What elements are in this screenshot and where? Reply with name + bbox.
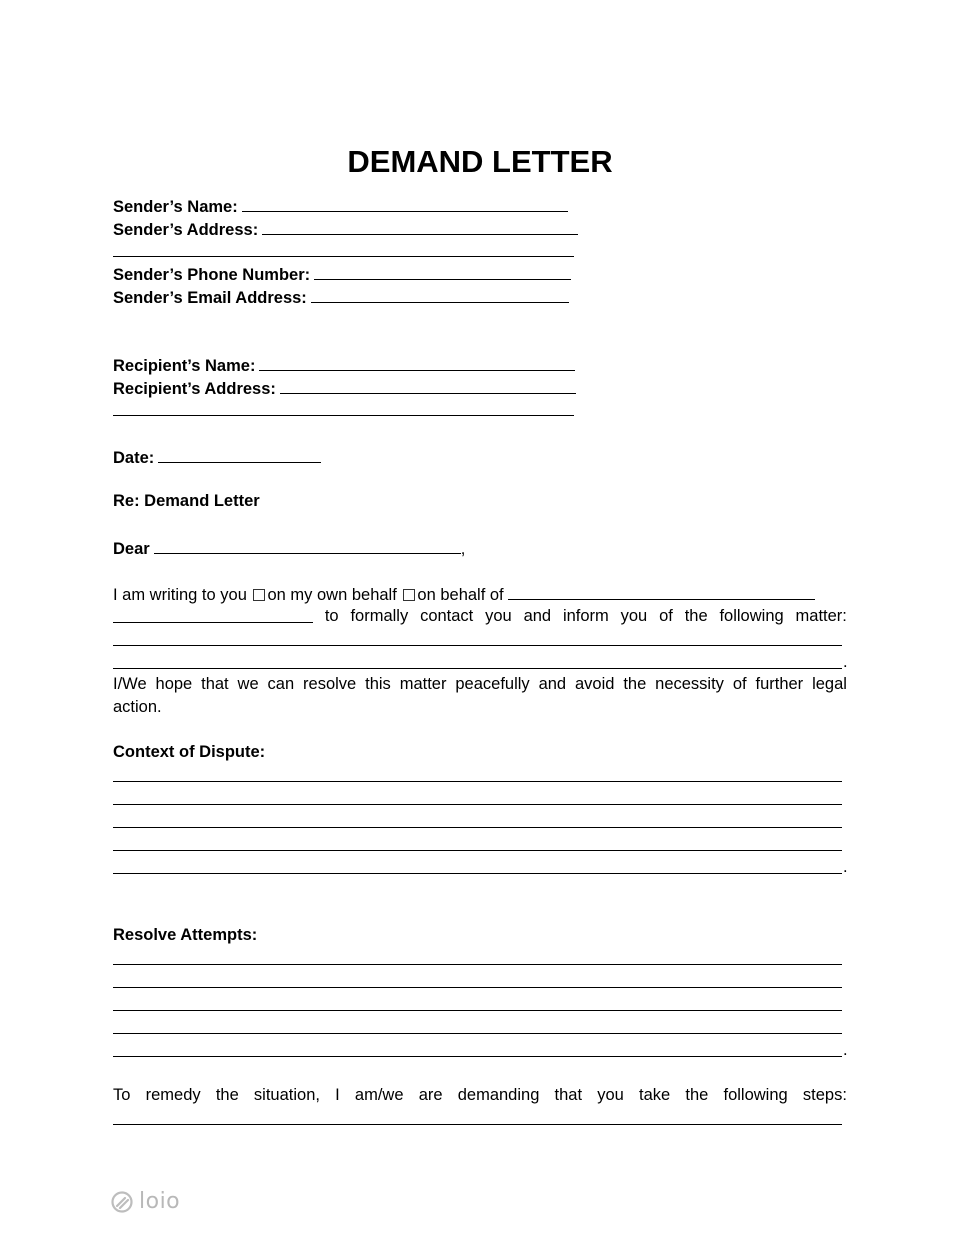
recipient-salutation-field[interactable] [154,536,461,554]
hope-line-1-word: resolve [303,675,357,693]
intro-line-2-word: to [324,607,339,625]
loio-logo-text: loio [139,1189,181,1214]
recipient-address-field[interactable] [280,376,576,394]
remedy-line-word: following [723,1086,788,1104]
intro-line-2 [113,605,847,628]
remedy-line-word: steps: [802,1086,847,1104]
resolve-line-2[interactable] [113,987,842,988]
sender-email-field[interactable] [311,285,569,303]
remedy-line-word: remedy [145,1086,201,1104]
hope-line-1-word: legal [812,675,847,693]
context-period: . [843,858,848,876]
dear-label: Dear [113,540,150,558]
intro-line-2-word: of [659,607,673,625]
sender-address-line-2[interactable] [113,256,574,257]
document-title: DEMAND LETTER [347,144,613,179]
remedy-line-word: To [113,1086,131,1104]
remedy-line-word: are [418,1086,443,1104]
recipient-address-label: Recipient’s Address: [113,380,276,398]
hope-line-1-word: can [267,675,295,693]
hope-line-1-word: this [365,675,391,693]
intro-line-2-word: following [719,607,784,625]
sender-phone-row [113,262,571,285]
intro-line-2-word: inform [562,607,609,625]
resolve-heading: Resolve Attempts: [113,926,258,944]
intro-line-2-word: matter: [795,607,847,625]
own-behalf-label: on my own behalf [267,586,397,604]
re-line: Re: Demand Letter [113,492,260,510]
behalf-of-field[interactable] [508,582,815,600]
remedy-line-word: the [685,1086,709,1104]
intro-writing-text: I am writing to you [113,586,247,604]
context-line-4[interactable] [113,850,842,851]
intro-line-2-word: the [684,607,708,625]
behalf-of-checkbox[interactable] [403,589,415,601]
recipient-name-label: Recipient’s Name: [113,357,256,375]
hope-line-1-word: matter [399,675,447,693]
sender-name-row [113,194,568,217]
sender-address-field[interactable] [262,217,578,235]
sender-name-label: Sender’s Name: [113,198,238,216]
hope-line-1-word: I/We [113,675,147,693]
sender-phone-label: Sender’s Phone Number: [113,266,311,284]
date-row [113,445,321,468]
context-line-1[interactable] [113,781,842,782]
context-line-2[interactable] [113,804,842,805]
context-line-3[interactable] [113,827,842,828]
remedy-steps-line-1[interactable] [113,1124,842,1125]
date-field[interactable] [158,445,321,463]
context-line-5[interactable] [113,873,842,874]
remedy-line [113,1084,847,1107]
remedy-line-word: demanding [457,1086,540,1104]
resolve-line-1[interactable] [113,964,842,965]
hope-line-1-word: of [732,675,747,693]
context-heading: Context of Dispute: [113,743,266,761]
hope-line-1-word: the [623,675,647,693]
resolve-line-5[interactable] [113,1056,842,1057]
sender-name-field[interactable] [242,194,568,212]
remedy-line-word: take [639,1086,671,1104]
recipient-address-row [113,376,576,399]
hope-line-1-word: and [538,675,567,693]
hope-line-1-word: further [755,675,804,693]
resolve-period: . [843,1041,848,1059]
remedy-line-word: you [597,1086,624,1104]
recipient-name-field[interactable] [259,353,575,371]
date-label: Date: [113,449,155,467]
hope-line-1 [113,673,847,696]
hope-line-1-word: peacefully [455,675,530,693]
intro-line-2-word: and [523,607,552,625]
intro-line-2-word: you [620,607,648,625]
matter-line-1[interactable] [113,645,842,646]
remedy-line-word: the [215,1086,239,1104]
own-behalf-checkbox[interactable] [253,589,265,601]
sender-email-row [113,285,569,308]
recipient-name-row [113,353,575,376]
sender-address-label: Sender’s Address: [113,221,259,239]
intro-line-2-word: you [485,607,512,625]
hope-line-1-word: hope [155,675,193,693]
salutation-row [113,536,465,559]
intro-line-1 [113,582,815,605]
remedy-line-word: am/we [354,1086,404,1104]
hope-line-1-word: avoid [574,675,615,693]
hope-line-1-word: we [237,675,259,693]
sender-address-row [113,217,578,240]
hope-line-2: action. [113,698,162,716]
behalf-of-field-continued[interactable] [113,605,313,623]
matter-period: . [843,653,848,671]
remedy-line-word: that [554,1086,583,1104]
sender-phone-field[interactable] [314,262,571,280]
behalf-of-label: on behalf of [417,586,504,604]
recipient-address-line-2[interactable] [113,415,574,416]
sender-email-label: Sender’s Email Address: [113,289,307,307]
intro-line-2-word: formally [350,607,409,625]
loio-logo-icon [111,1191,133,1213]
hope-line-1-word: that [201,675,229,693]
resolve-line-3[interactable] [113,1010,842,1011]
remedy-line-word: situation, [253,1086,320,1104]
hope-line-1-word: necessity [655,675,724,693]
resolve-line-4[interactable] [113,1033,842,1034]
intro-line-2-word: contact [420,607,474,625]
loio-logo [111,1189,180,1214]
salutation-comma: , [460,540,466,558]
matter-line-2[interactable] [113,668,842,669]
remedy-line-word: I [335,1086,340,1104]
